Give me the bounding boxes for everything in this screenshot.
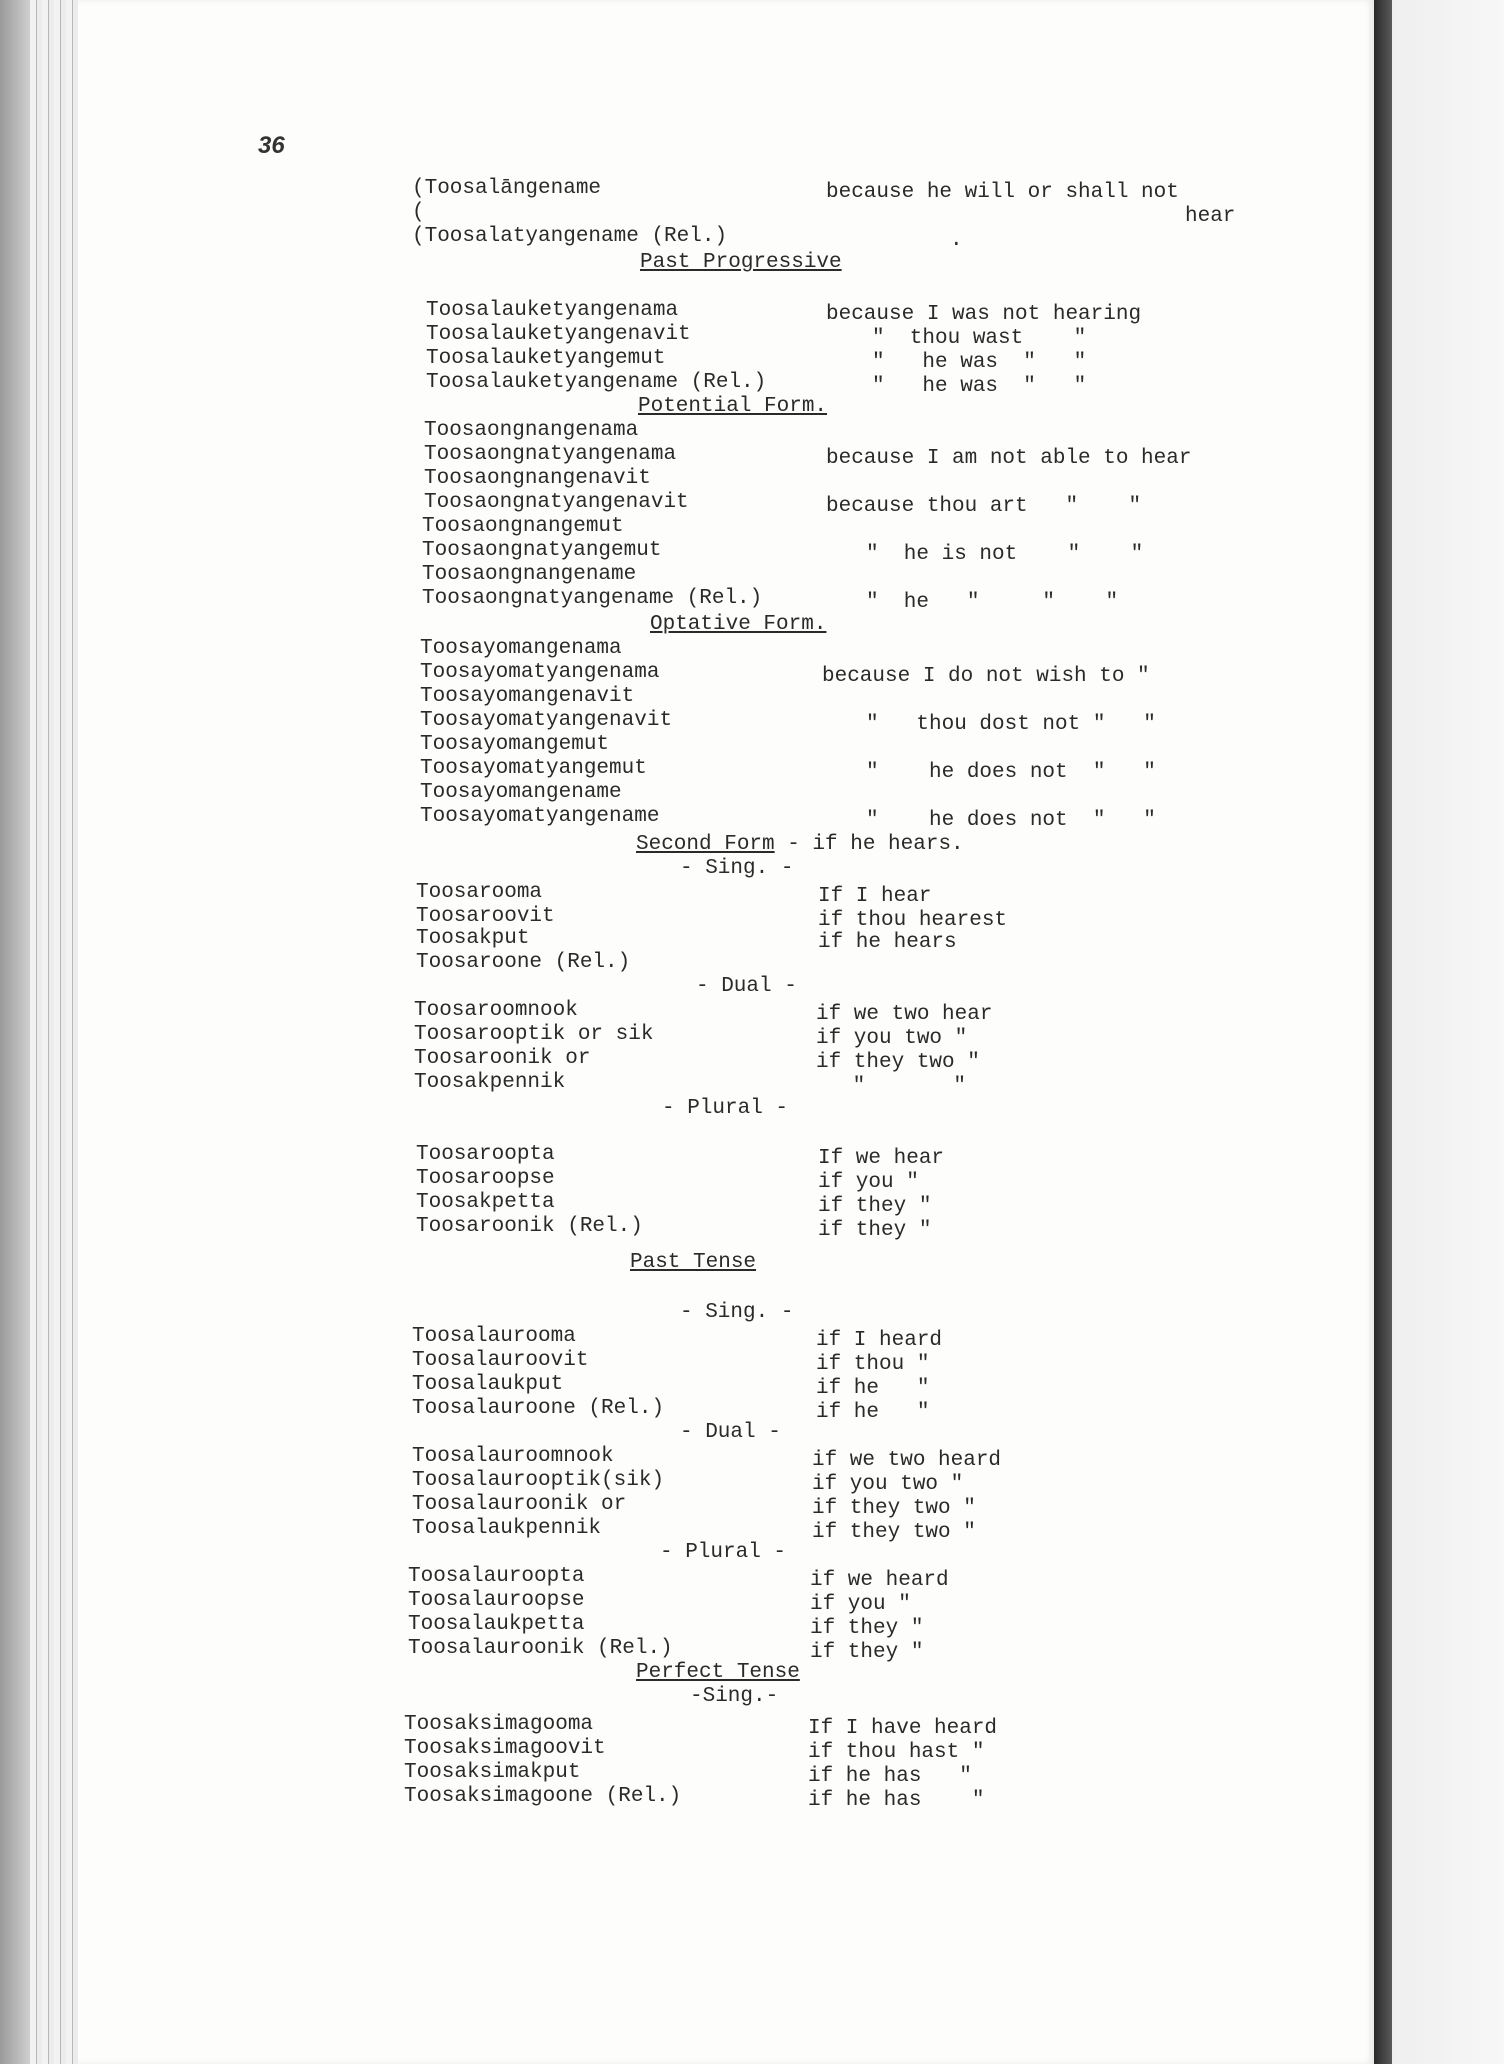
verb-form: Toosalauketyangenama xyxy=(426,299,679,322)
verb-form: Toosayomatyangenavit xyxy=(420,709,673,732)
english-gloss: if thou " xyxy=(816,1353,930,1376)
english-gloss: " he " " " xyxy=(866,591,1119,614)
page-number: 36 xyxy=(258,132,285,159)
verb-form: Toosalaurooptik(sik) xyxy=(412,1469,665,1492)
verb-form: Toosaongnatyangename (Rel.) xyxy=(422,587,763,610)
number-subheading: - Plural - xyxy=(660,1541,787,1564)
verb-form: Toosalaukput xyxy=(412,1373,564,1396)
verb-form: Toosaroonik (Rel.) xyxy=(416,1215,643,1238)
section-heading xyxy=(638,396,827,417)
verb-form: Toosayomatyangemut xyxy=(420,757,647,780)
book-gutter xyxy=(1374,0,1392,2064)
section-heading-underlined: Past Tense xyxy=(630,1251,757,1274)
english-gloss: if he hears xyxy=(818,931,957,954)
english-gloss: " thou wast " xyxy=(872,327,1087,350)
english-gloss: if you two " xyxy=(812,1473,964,1496)
verb-form: Toosaongnangename xyxy=(422,563,637,586)
english-gloss: If I hear xyxy=(818,885,932,908)
verb-form: Toosaksimagoone (Rel.) xyxy=(404,1785,682,1808)
english-gloss: if they " xyxy=(810,1641,924,1664)
english-gloss: " he was " " xyxy=(872,351,1087,374)
verb-form: Toosalaukpennik xyxy=(412,1517,602,1540)
verb-form: Toosalauketyangemut xyxy=(426,347,666,370)
verb-form: Toosayomangemut xyxy=(420,733,610,756)
english-gloss: " he does not " " xyxy=(866,761,1156,784)
english-gloss: if he has " xyxy=(808,1789,985,1812)
english-gloss: " he is not " " xyxy=(866,543,1144,566)
english-gloss: if he has " xyxy=(808,1765,972,1788)
verb-form: Toosalauroonik or xyxy=(412,1493,627,1516)
english-gloss: if they " xyxy=(818,1195,932,1218)
verb-form: Toosalaukpetta xyxy=(408,1613,585,1636)
number-subheading: - Sing. - xyxy=(680,1301,794,1324)
section-heading-suffix: - if he hears. xyxy=(774,833,964,856)
english-gloss: " he does not " " xyxy=(866,809,1156,832)
section-heading-underlined: Perfect Tense xyxy=(636,1661,800,1684)
verb-form: Toosaongnangenavit xyxy=(424,467,651,490)
verb-form: Toosaroonik or xyxy=(414,1047,591,1070)
section-heading-underlined: Past Progressive xyxy=(640,251,842,274)
verb-form: Toosaongnatyangenavit xyxy=(424,491,689,514)
english-gloss: if he " xyxy=(816,1401,930,1424)
english-gloss: hear xyxy=(1185,205,1236,228)
verb-form: Toosaroopse xyxy=(416,1167,555,1190)
verb-form: ( xyxy=(412,201,425,224)
english-gloss: if we two hear xyxy=(816,1003,993,1026)
section-heading xyxy=(650,614,826,635)
english-gloss: if thou hearest xyxy=(818,909,1008,932)
english-gloss: because I was not hearing xyxy=(826,303,1142,326)
english-gloss: . xyxy=(950,229,963,252)
number-subheading: -Sing.- xyxy=(690,1685,779,1708)
verb-form: Toosayomangenama xyxy=(420,637,622,660)
english-gloss: If we hear xyxy=(818,1147,945,1170)
number-subheading: - Dual - xyxy=(696,975,797,998)
facing-page xyxy=(1392,0,1504,2064)
english-gloss: if you " xyxy=(818,1171,919,1194)
verb-form: Toosarooptik or sik xyxy=(414,1023,654,1046)
section-heading xyxy=(630,1252,756,1273)
verb-form: Toosaroopta xyxy=(416,1143,555,1166)
verb-form: Toosaksimagoovit xyxy=(404,1737,606,1760)
english-gloss: if I heard xyxy=(816,1329,943,1352)
english-gloss: if we two heard xyxy=(812,1449,1002,1472)
verb-form: Toosakput xyxy=(416,927,530,950)
verb-form: Toosayomatyangename xyxy=(420,805,660,828)
verb-form: Toosaongnangemut xyxy=(422,515,624,538)
english-gloss: if you two " xyxy=(816,1027,968,1050)
english-gloss: if he " xyxy=(816,1377,930,1400)
verb-form: Toosaongnangenama xyxy=(424,419,639,442)
verb-form: Toosayomangenavit xyxy=(420,685,635,708)
english-gloss: if they " xyxy=(810,1617,924,1640)
verb-form: Toosaroone (Rel.) xyxy=(416,951,631,974)
verb-form: Toosalauketyangename (Rel.) xyxy=(426,371,767,394)
english-gloss: if you " xyxy=(810,1593,911,1616)
section-heading xyxy=(640,252,842,273)
verb-form: Toosalauroomnook xyxy=(412,1445,614,1468)
section-heading-underlined: Second Form xyxy=(636,833,775,856)
verb-form: Toosalauroopse xyxy=(408,1589,585,1612)
verb-form: Toosaroomnook xyxy=(414,999,578,1022)
verb-form: Toosaongnatyangenama xyxy=(424,443,677,466)
english-gloss: because I do not wish to " xyxy=(822,665,1150,688)
number-subheading: - Dual - xyxy=(680,1421,781,1444)
english-gloss: If I have heard xyxy=(808,1717,998,1740)
verb-form: Toosalauroonik (Rel.) xyxy=(408,1637,673,1660)
verb-form: Toosakpetta xyxy=(416,1191,555,1214)
section-heading-underlined: Potential Form. xyxy=(638,395,828,418)
verb-form: Toosalaurooma xyxy=(412,1325,576,1348)
verb-form: Toosaongnatyangemut xyxy=(422,539,662,562)
verb-form: (Toosalāngename xyxy=(412,177,602,200)
document-page xyxy=(78,0,1374,2064)
verb-form: Toosaksimagooma xyxy=(404,1713,594,1736)
verb-form: Toosalauroone (Rel.) xyxy=(412,1397,665,1420)
number-subheading: - Plural - xyxy=(662,1097,789,1120)
number-subheading: - Sing. - xyxy=(680,857,794,880)
english-gloss: if we heard xyxy=(810,1569,949,1592)
book-edge-shadow xyxy=(0,0,30,2064)
english-gloss: because thou art " " xyxy=(826,495,1142,518)
verb-form: Toosaroovit xyxy=(416,905,555,928)
verb-form: Toosayomatyangenama xyxy=(420,661,660,684)
english-gloss: if thou hast " xyxy=(808,1741,985,1764)
english-gloss: because he will or shall not xyxy=(826,181,1179,204)
verb-form: Toosalauroopta xyxy=(408,1565,585,1588)
verb-form: Toosaksimakput xyxy=(404,1761,581,1784)
verb-form: Toosalauketyangenavit xyxy=(426,323,691,346)
english-gloss: if they two " xyxy=(812,1521,976,1544)
english-gloss: " he was " " xyxy=(872,375,1087,398)
english-gloss: if they two " xyxy=(812,1497,976,1520)
section-heading xyxy=(636,1662,800,1683)
verb-form: Toosakpennik xyxy=(414,1071,566,1094)
verb-form: Toosalauroovit xyxy=(412,1349,589,1372)
english-gloss: if they " xyxy=(818,1219,932,1242)
page-stack-edges xyxy=(30,0,78,2064)
verb-form: (Toosalatyangename (Rel.) xyxy=(412,225,728,248)
verb-form: Toosayomangename xyxy=(420,781,622,804)
english-gloss: if they two " xyxy=(816,1051,980,1074)
section-heading xyxy=(636,834,964,855)
english-gloss: " thou dost not " " xyxy=(866,713,1156,736)
section-heading-underlined: Optative Form. xyxy=(650,613,827,636)
verb-form: Toosarooma xyxy=(416,881,543,904)
english-gloss: because I am not able to hear xyxy=(826,447,1192,470)
english-gloss: " " xyxy=(840,1075,967,1098)
